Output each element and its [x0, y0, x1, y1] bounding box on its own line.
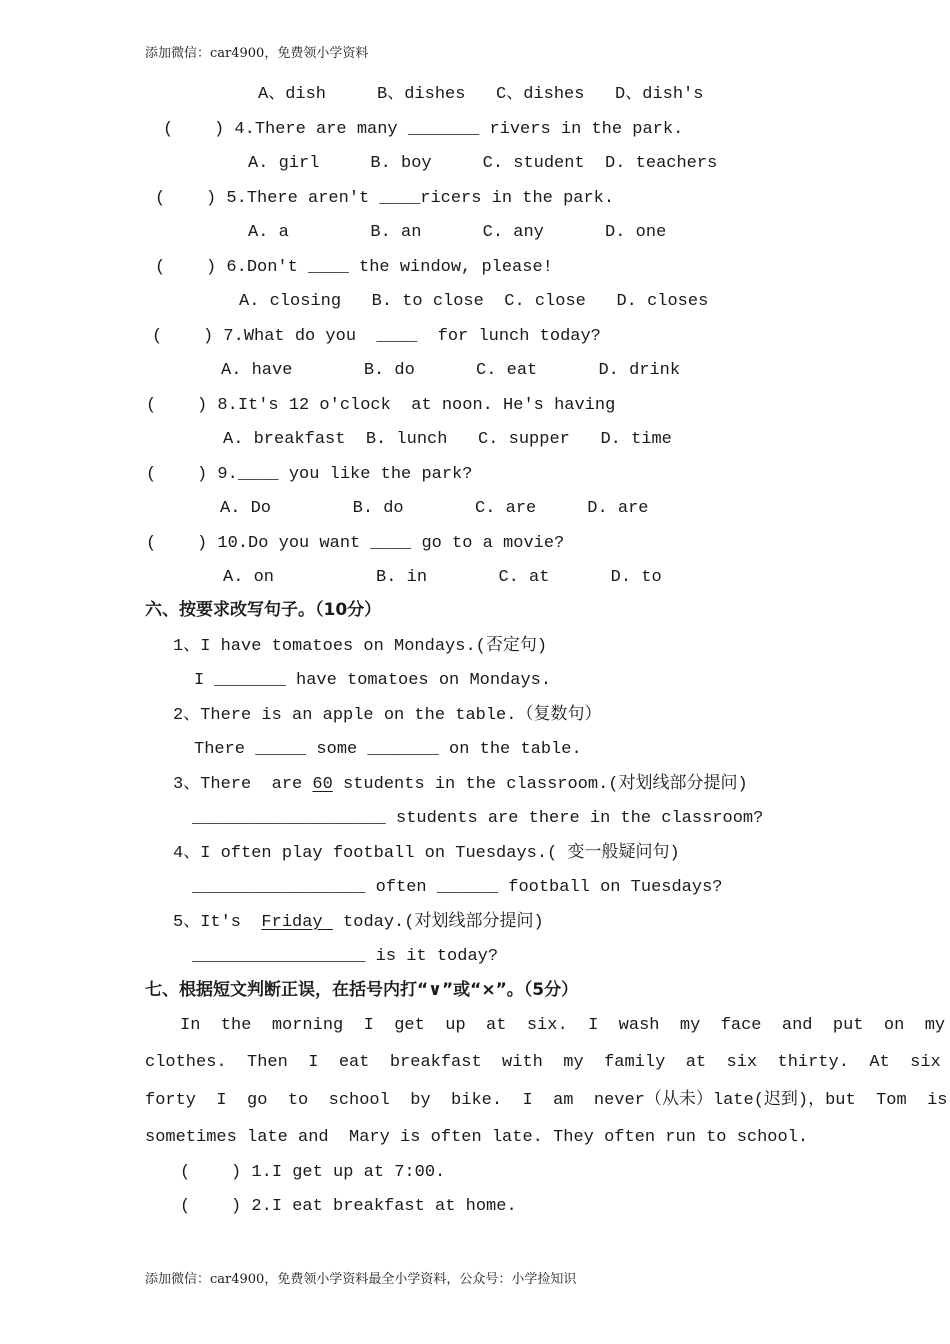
- rewrite-5-answer: _________________ is it today?: [192, 947, 499, 966]
- rewrite-5-prefix: 5、It's: [173, 913, 262, 932]
- passage-line-2: clothes. Then I eat breakfast with my family at six thirty. At six: [145, 1053, 941, 1072]
- rewrite-2: 2、There is an apple on the table.（复数句）: [173, 706, 602, 725]
- rewrite-1: 1、I have tomatoes on Mondays.(否定句): [173, 637, 548, 656]
- footer-note: 添加微信：car4900，免费领小学资料最全小学资料，公众号：小学捡知识: [145, 1272, 577, 1287]
- question-9: ( ) 9.____ you like the park?: [146, 465, 473, 484]
- rewrite-2-answer: There _____ some _______ on the table.: [194, 740, 582, 759]
- judge-1: ( ) 1.I get up at 7:00.: [180, 1163, 446, 1182]
- passage-line-4: sometimes late and Mary is often late. They often run to school.: [145, 1128, 809, 1147]
- rewrite-5: [173, 914, 544, 931]
- q5-options: A. a B. an C. any D. one: [248, 223, 667, 242]
- q3-options: A、dish B、dishes C、dishes D、dish's: [258, 85, 704, 104]
- q9-options: A. Do B. do C. are D. are: [220, 499, 649, 518]
- rewrite-3-prefix: 3、There are: [173, 775, 313, 794]
- q10-options: A. on B. in C. at D. to: [223, 568, 662, 587]
- question-10: ( ) 10.Do you want ____ go to a movie?: [146, 534, 565, 553]
- header-note: 添加微信：car4900，免费领小学资料: [145, 46, 369, 61]
- rewrite-4: 4、I often play football on Tuesdays.( 变一般疑问句): [173, 844, 680, 863]
- question-5: ( ) 5.There aren't ____ricers in the park.: [155, 189, 615, 208]
- rewrite-3-answer: ___________________ students are there in the classroom?: [192, 809, 764, 828]
- question-6: ( ) 6.Don't ____ the window, please!: [155, 258, 553, 277]
- section6-heading: 六、按要求改写句子。（10分）: [145, 600, 382, 620]
- rewrite-3: [173, 776, 748, 793]
- rewrite-4-answer: _________________ often ______ football on Tuesdays?: [192, 878, 723, 897]
- section7-heading: 七、根据短文判断正误，在括号内打“∨”或“×”。（5分）: [145, 980, 579, 1000]
- q6-options: A. closing B. to close C. close D. closes: [239, 292, 709, 311]
- judge-2: ( ) 2.I eat breakfast at home.: [180, 1197, 517, 1216]
- passage-line-1: In the morning I get up at six. I wash my face and put on my: [180, 1016, 946, 1035]
- rewrite-5-underlined: Friday: [261, 913, 333, 932]
- q4-options: A. girl B. boy C. student D. teachers: [248, 154, 718, 173]
- question-4: ( ) 4.There are many _______ rivers in the park.: [163, 120, 684, 139]
- q8-options: A. breakfast B. lunch C. supper D. time: [223, 430, 672, 449]
- rewrite-1-answer: I _______ have tomatoes on Mondays.: [194, 671, 552, 690]
- question-7: ( ) 7.What do you ____ for lunch today?: [152, 327, 601, 346]
- rewrite-5-suffix: today.(对划线部分提问): [332, 913, 544, 932]
- passage-line-3: forty I go to school by bike. I am never（从未）late(迟到)，but Tom is: [145, 1091, 948, 1110]
- question-8: ( ) 8.It's 12 o'clock at noon. He's having: [146, 396, 616, 415]
- rewrite-3-suffix: students in the classroom.(对划线部分提问): [332, 775, 748, 794]
- q7-options: A. have B. do C. eat D. drink: [221, 361, 681, 380]
- rewrite-3-underlined: 60: [312, 775, 333, 794]
